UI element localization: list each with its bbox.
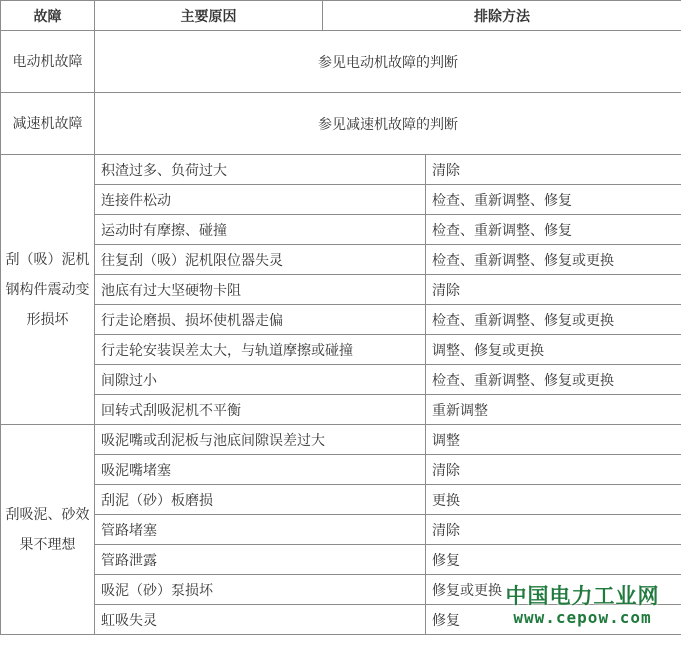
cause-cell: 管路泄露 bbox=[95, 545, 426, 575]
cause-cell: 刮泥（砂）板磨损 bbox=[95, 485, 426, 515]
table-row bbox=[1, 185, 681, 215]
table-row bbox=[1, 515, 681, 545]
cause-cell: 连接件松动 bbox=[95, 185, 426, 215]
site-watermark bbox=[490, 584, 675, 628]
cause-cell: 吸泥嘴或刮泥板与池底间隙误差过大 bbox=[95, 425, 426, 455]
remedy-cell: 检查、重新调整、修复或更换 bbox=[426, 365, 681, 395]
merged-cell: 参见减速机故障的判断 bbox=[95, 93, 681, 155]
table-row bbox=[1, 425, 681, 455]
remedy-cell: 检查、重新调整、修复 bbox=[426, 215, 681, 245]
cause-cell: 池底有过大坚硬物卡阻 bbox=[95, 275, 426, 305]
cause-cell: 间隙过小 bbox=[95, 365, 426, 395]
table-row bbox=[1, 455, 681, 485]
cause-cell: 吸泥（砂）泵损坏 bbox=[95, 575, 426, 605]
fault-cell: 刮吸泥、砂效果不理想 bbox=[1, 425, 95, 635]
remedy-cell: 检查、重新调整、修复或更换 bbox=[426, 305, 681, 335]
remedy-cell: 更换 bbox=[426, 485, 681, 515]
table-row bbox=[1, 485, 681, 515]
watermark-name: 中国电力工业网 bbox=[505, 584, 660, 608]
cause-cell: 吸泥嘴堵塞 bbox=[95, 455, 426, 485]
cause-cell: 回转式刮吸泥机不平衡 bbox=[95, 395, 426, 425]
cause-cell: 运动时有摩擦、碰撞 bbox=[95, 215, 426, 245]
remedy-cell: 清除 bbox=[426, 515, 681, 545]
header-fault: 故障 bbox=[1, 1, 95, 31]
cause-cell: 管路堵塞 bbox=[95, 515, 426, 545]
fault-cell: 刮（吸）泥机钢构件震动变形损坏 bbox=[1, 155, 95, 425]
remedy-cell: 调整、修复或更换 bbox=[426, 335, 681, 365]
merged-cell: 参见电动机故障的判断 bbox=[95, 31, 681, 93]
remedy-cell: 重新调整 bbox=[426, 395, 681, 425]
table-row bbox=[1, 31, 681, 93]
remedy-cell: 清除 bbox=[426, 155, 681, 185]
remedy-cell: 清除 bbox=[426, 455, 681, 485]
table-row bbox=[1, 155, 681, 185]
remedy-cell: 修复 bbox=[426, 605, 681, 635]
remedy-cell: 检查、重新调整、修复或更换 bbox=[426, 245, 681, 275]
header-cause: 主要原因 bbox=[95, 1, 323, 31]
cause-cell: 虹吸失灵 bbox=[95, 605, 426, 635]
header-remedy: 排除方法 bbox=[323, 1, 681, 31]
table-row bbox=[1, 215, 681, 245]
table-row bbox=[1, 275, 681, 305]
table-row bbox=[1, 305, 681, 335]
remedy-cell: 修复或更换 bbox=[426, 575, 681, 605]
cause-cell: 往复刮（吸）泥机限位器失灵 bbox=[95, 245, 426, 275]
table-row bbox=[1, 545, 681, 575]
remedy-cell: 调整 bbox=[426, 425, 681, 455]
fault-cell: 电动机故障 bbox=[1, 31, 95, 93]
table-row bbox=[1, 245, 681, 275]
watermark-url: www.cepow.com bbox=[513, 608, 652, 627]
fault-cell: 减速机故障 bbox=[1, 93, 95, 155]
table-row bbox=[1, 93, 681, 155]
cause-cell: 行走轮安装误差太大，与轨道摩擦或碰撞 bbox=[95, 335, 426, 365]
remedy-cell: 清除 bbox=[426, 275, 681, 305]
table-row bbox=[1, 395, 681, 425]
cause-cell: 行走论磨损、损坏使机器走偏 bbox=[95, 305, 426, 335]
table-row bbox=[1, 335, 681, 365]
table-header-row bbox=[1, 1, 681, 31]
cause-cell: 积渣过多、负荷过大 bbox=[95, 155, 426, 185]
table-row bbox=[1, 365, 681, 395]
remedy-cell: 检查、重新调整、修复 bbox=[426, 185, 681, 215]
remedy-cell: 修复 bbox=[426, 545, 681, 575]
